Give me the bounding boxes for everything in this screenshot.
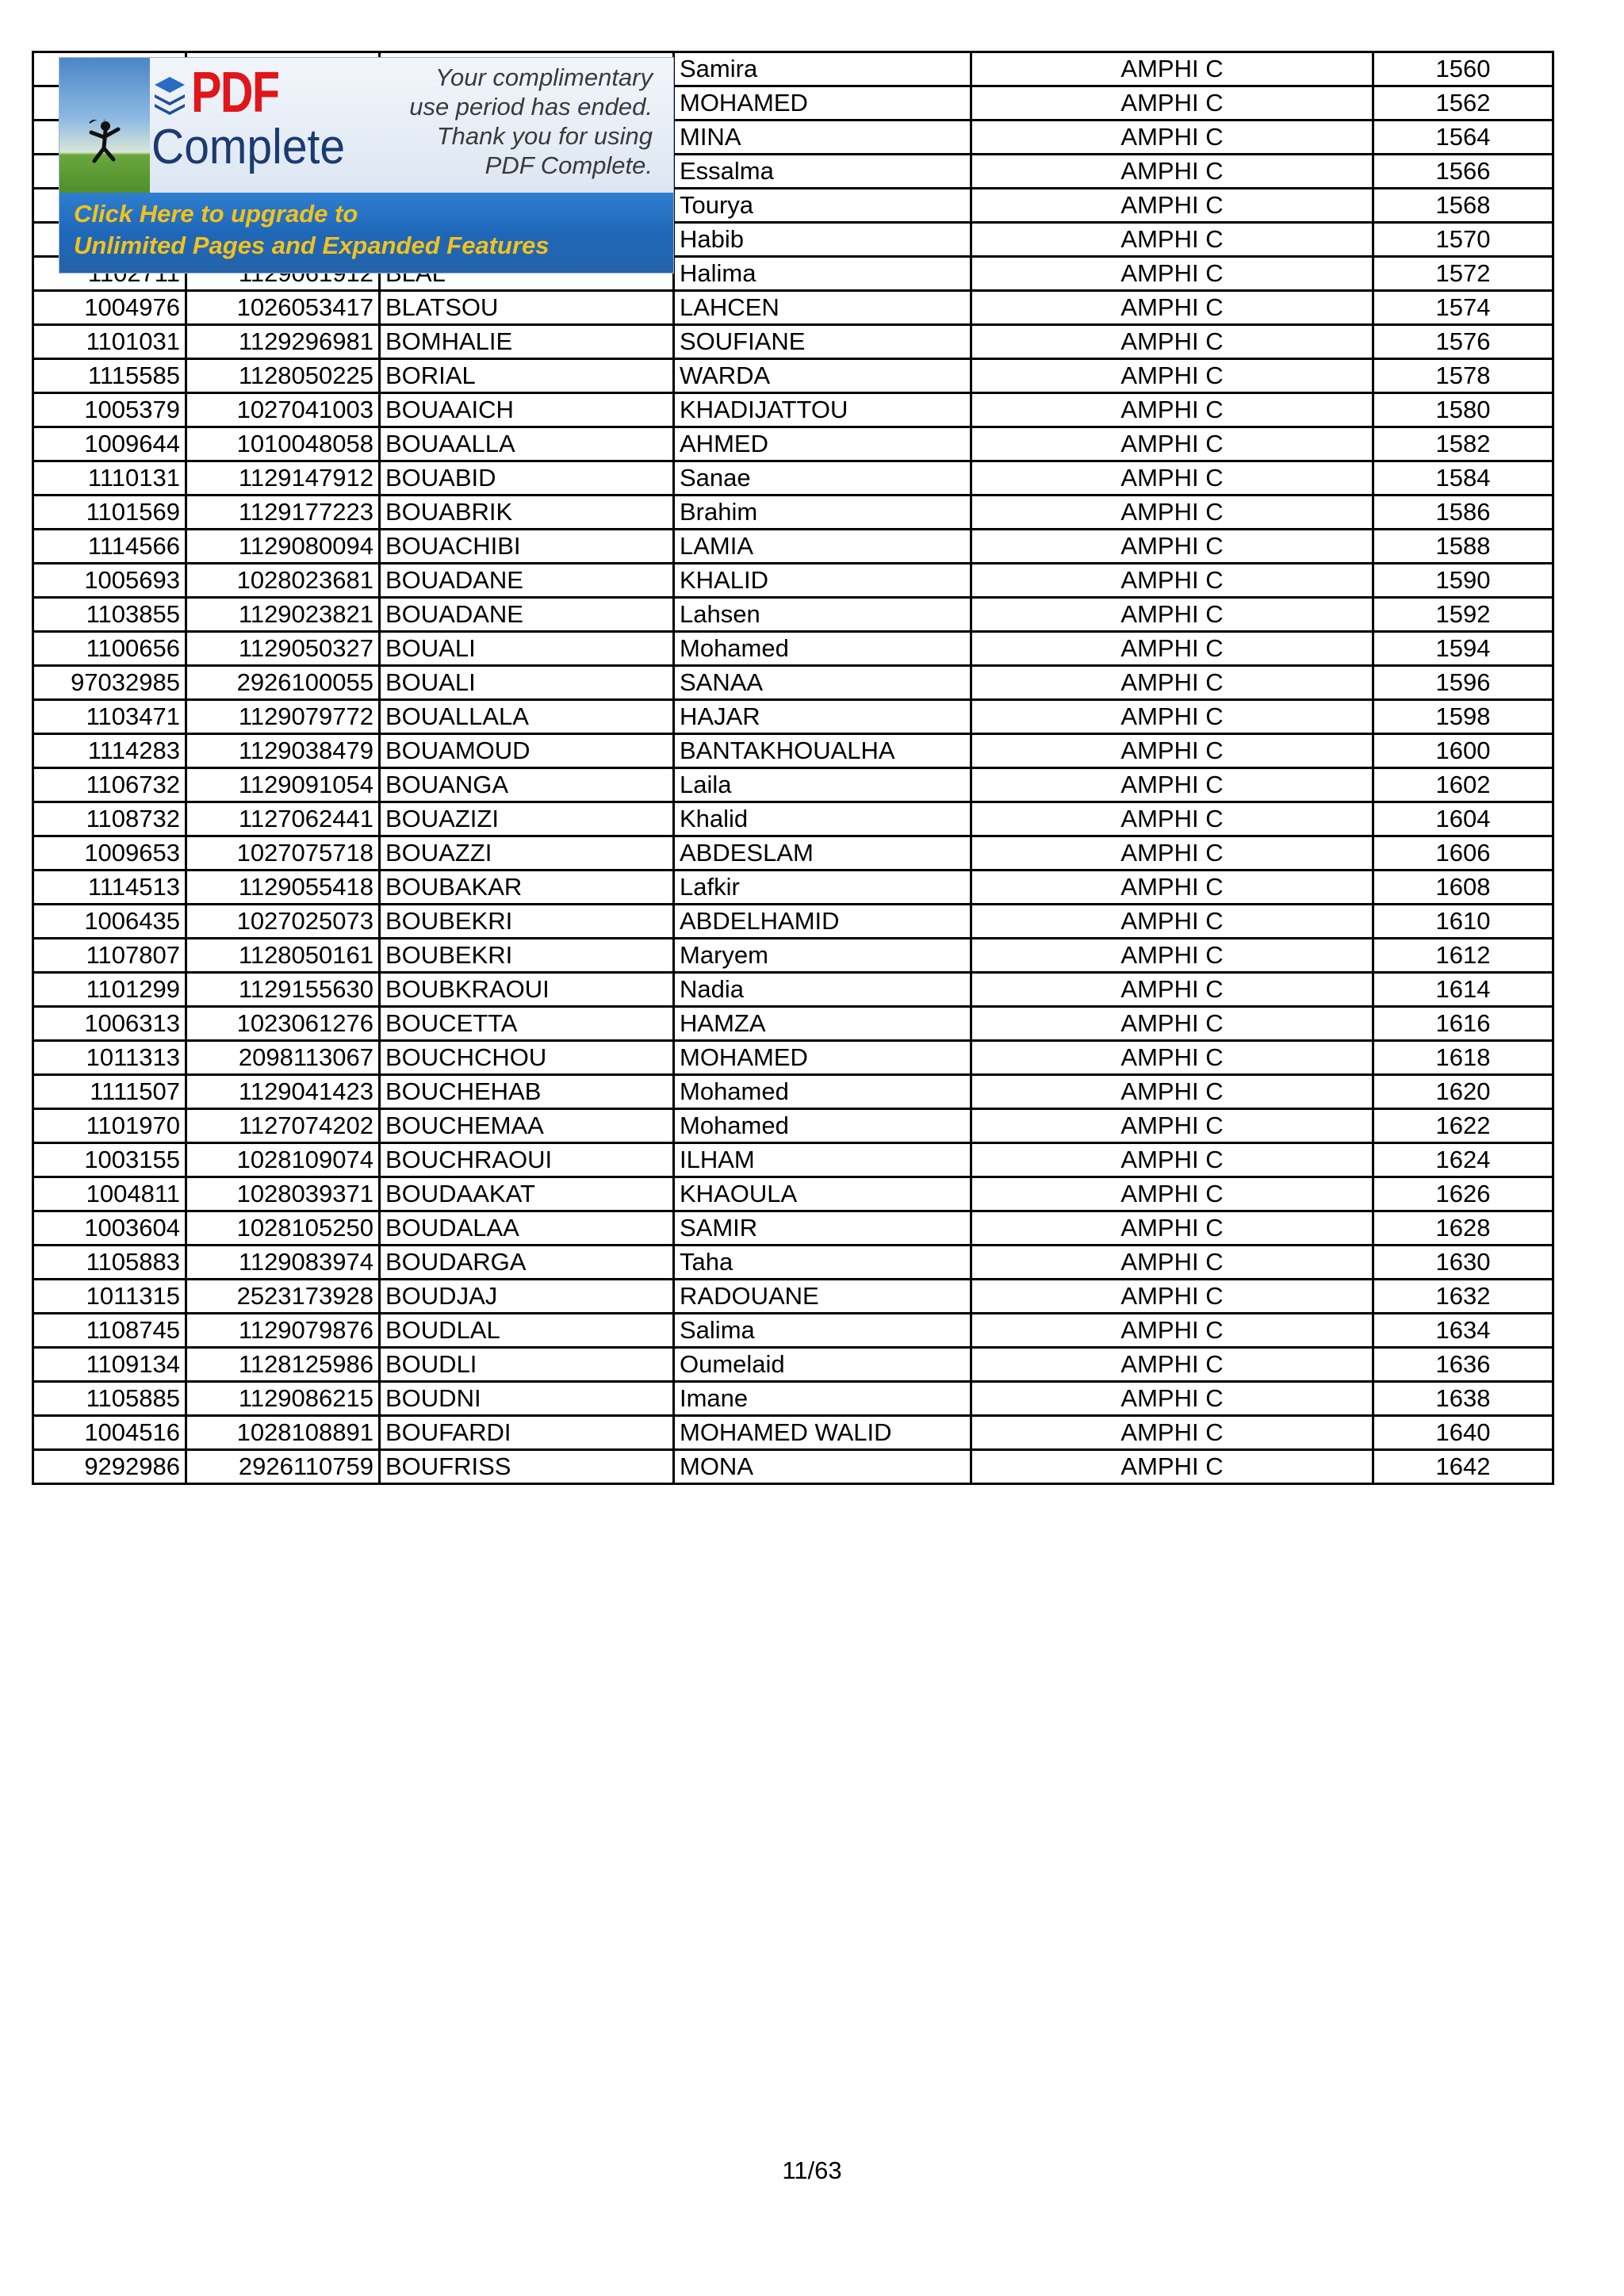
table-cell-lastname: BOUABRIK [380,496,674,530]
table-cell-firstname: LAMIA [674,530,971,564]
table-cell-firstname: HAJAR [674,700,971,734]
table-cell-firstname: MOHAMED [674,86,971,121]
table-cell-seat: 1616 [1373,1007,1553,1041]
table-cell-seat: 1622 [1373,1109,1553,1143]
table-row [33,393,1553,427]
table-cell-seat: 1634 [1373,1314,1553,1348]
table-cell-room: AMPHI C [971,393,1373,427]
table-cell-seat: 1574 [1373,291,1553,325]
table-cell-room: AMPHI C [971,632,1373,666]
table-cell-room: AMPHI C [971,189,1373,223]
table-cell-code: 1129041423 [186,1075,380,1109]
table-cell-firstname: SANAA [674,666,971,700]
table-cell-code: 1129038479 [186,734,380,768]
table-row [33,700,1553,734]
table-cell-lastname: BOUDARGA [380,1246,674,1280]
table-cell-seat: 1630 [1373,1246,1553,1280]
table-cell-lastname: BOUCHCHOU [380,1041,674,1075]
table-row [33,836,1553,871]
table-cell-lastname: BOUAZIZI [380,802,674,836]
table-cell-room: AMPHI C [971,1382,1373,1416]
table-cell-id: 1111507 [33,1075,186,1109]
table-cell-firstname: Mohamed [674,632,971,666]
table-cell-firstname: Taha [674,1246,971,1280]
table-cell-firstname: Salima [674,1314,971,1348]
table-cell-room: AMPHI C [971,836,1373,871]
table-cell-code: 1028039371 [186,1177,380,1211]
table-cell-seat: 1594 [1373,632,1553,666]
table-row [33,1143,1553,1177]
table-cell-id: 1006435 [33,905,186,939]
table-cell-seat: 1576 [1373,325,1553,359]
table-cell-firstname: Imane [674,1382,971,1416]
table-cell-room: AMPHI C [971,905,1373,939]
table-cell-firstname: MONA [674,1450,971,1484]
table-cell-room: AMPHI C [971,939,1373,973]
table-cell-seat: 1584 [1373,461,1553,496]
table-cell-id: 1100656 [33,632,186,666]
table-cell-lastname: BOUAMOUD [380,734,674,768]
table-cell-firstname: BANTAKHOUALHA [674,734,971,768]
table-cell-code: 1129055418 [186,871,380,905]
table-cell-room: AMPHI C [971,734,1373,768]
table-cell-seat: 1610 [1373,905,1553,939]
table-cell-room: AMPHI C [971,291,1373,325]
table-cell-firstname: Essalma [674,155,971,189]
table-cell-lastname: BOUALI [380,632,674,666]
banner-logo-pdf: PDF [191,61,279,124]
upgrade-link-line2[interactable]: Unlimited Pages and Expanded Features [74,232,550,259]
table-cell-id: 1006313 [33,1007,186,1041]
table-cell-room: AMPHI C [971,1348,1373,1382]
table-cell-firstname: SOUFIANE [674,325,971,359]
banner-message-line: use period has ended. [409,93,653,121]
table-cell-id: 1114566 [33,530,186,564]
table-cell-code: 1129080094 [186,530,380,564]
table-cell-firstname: KHALID [674,564,971,598]
table-cell-firstname: MOHAMED [674,1041,971,1075]
table-cell-id: 1101569 [33,496,186,530]
table-cell-seat: 1572 [1373,257,1553,291]
table-cell-code: 1027025073 [186,905,380,939]
table-cell-room: AMPHI C [971,1314,1373,1348]
table-cell-code: 2926110759 [186,1450,380,1484]
table-cell-seat: 1570 [1373,223,1553,257]
table-row [33,1348,1553,1382]
table-cell-code: 1010048058 [186,427,380,461]
table-cell-room: AMPHI C [971,1280,1373,1314]
table-cell-firstname: Tourya [674,189,971,223]
table-cell-code: 1028023681 [186,564,380,598]
table-cell-lastname: BOUCHRAOUI [380,1143,674,1177]
table-cell-id: 1101299 [33,973,186,1007]
table-cell-room: AMPHI C [971,1246,1373,1280]
table-cell-seat: 1582 [1373,427,1553,461]
table-cell-lastname: BOUDNI [380,1382,674,1416]
table-cell-code: 1129296981 [186,325,380,359]
table-cell-code: 1129086215 [186,1382,380,1416]
table-row [33,1280,1553,1314]
table-row [33,905,1553,939]
table-cell-seat: 1606 [1373,836,1553,871]
table-cell-firstname: LAHCEN [674,291,971,325]
table-cell-code: 1129147912 [186,461,380,496]
banner-photo-image [59,58,150,193]
table-cell-room: AMPHI C [971,564,1373,598]
table-cell-room: AMPHI C [971,802,1373,836]
table-cell-seat: 1560 [1373,52,1553,86]
table-cell-id: 1101031 [33,325,186,359]
table-cell-seat: 1568 [1373,189,1553,223]
table-row [33,939,1553,973]
table-cell-code: 1026053417 [186,291,380,325]
table-cell-code: 1027075718 [186,836,380,871]
table-cell-room: AMPHI C [971,1075,1373,1109]
table-cell-firstname: Mohamed [674,1109,971,1143]
table-cell-id: 1009653 [33,836,186,871]
table-cell-firstname: Lafkir [674,871,971,905]
table-cell-room: AMPHI C [971,598,1373,632]
table-cell-lastname: BLATSOU [380,291,674,325]
table-cell-firstname: MOHAMED WALID [674,1416,971,1450]
table-cell-seat: 1602 [1373,768,1553,802]
table-cell-code: 1129079772 [186,700,380,734]
table-cell-code: 1028109074 [186,1143,380,1177]
table-cell-id: 1103855 [33,598,186,632]
table-row [33,530,1553,564]
table-cell-id: 9292986 [33,1450,186,1484]
table-cell-seat: 1642 [1373,1450,1553,1484]
table-cell-firstname: ILHAM [674,1143,971,1177]
table-cell-id: 1005379 [33,393,186,427]
table-cell-seat: 1598 [1373,700,1553,734]
table-cell-room: AMPHI C [971,86,1373,121]
jumping-person-icon [82,120,126,175]
table-cell-id: 97032985 [33,666,186,700]
table-row [33,734,1553,768]
table-cell-lastname: BOUACHIBI [380,530,674,564]
table-cell-seat: 1614 [1373,973,1553,1007]
table-cell-id: 1101970 [33,1109,186,1143]
table-cell-lastname: BOUDLAL [380,1314,674,1348]
table-row [33,666,1553,700]
table-cell-lastname: BOUALI [380,666,674,700]
table-row [33,1450,1553,1484]
table-cell-firstname: Mohamed [674,1075,971,1109]
table-cell-id: 1003604 [33,1211,186,1246]
table-row [33,973,1553,1007]
table-row [33,461,1553,496]
banner-message-line: Your complimentary [435,63,653,91]
table-row [33,802,1553,836]
table-cell-firstname: KHADIJATTOU [674,393,971,427]
table-cell-room: AMPHI C [971,700,1373,734]
table-cell-room: AMPHI C [971,768,1373,802]
table-row [33,1075,1553,1109]
table-cell-seat: 1590 [1373,564,1553,598]
table-cell-room: AMPHI C [971,359,1373,393]
table-cell-lastname: BOUCHEMAA [380,1109,674,1143]
upgrade-link[interactable] [59,193,673,274]
table-cell-firstname: Lahsen [674,598,971,632]
table-cell-room: AMPHI C [971,871,1373,905]
table-cell-firstname: Laila [674,768,971,802]
table-cell-code: 1129050327 [186,632,380,666]
table-cell-seat: 1632 [1373,1280,1553,1314]
table-cell-lastname: BOMHALIE [380,325,674,359]
table-row [33,632,1553,666]
table-cell-id: 1108745 [33,1314,186,1348]
table-cell-code: 2926100055 [186,666,380,700]
table-cell-id: 1005693 [33,564,186,598]
table-cell-room: AMPHI C [971,223,1373,257]
table-cell-code: 1129079876 [186,1314,380,1348]
table-cell-room: AMPHI C [971,530,1373,564]
table-cell-firstname: Maryem [674,939,971,973]
table-cell-seat: 1612 [1373,939,1553,973]
table-cell-lastname: BOUANGA [380,768,674,802]
table-cell-seat: 1638 [1373,1382,1553,1416]
table-cell-code: 1128050161 [186,939,380,973]
pdf-complete-banner[interactable] [59,57,674,274]
banner-message-line: PDF Complete. [485,151,653,179]
table-cell-room: AMPHI C [971,1177,1373,1211]
table-row [33,1314,1553,1348]
table-row [33,1109,1553,1143]
banner-logo-complete: Complete [151,120,346,174]
table-cell-firstname: SAMIR [674,1211,971,1246]
table-cell-id: 1108732 [33,802,186,836]
table-cell-seat: 1562 [1373,86,1553,121]
table-cell-firstname: RADOUANE [674,1280,971,1314]
table-cell-room: AMPHI C [971,461,1373,496]
table-cell-firstname: AHMED [674,427,971,461]
table-cell-lastname: BOUALLALA [380,700,674,734]
table-cell-lastname: BOUBAKAR [380,871,674,905]
table-cell-lastname: BOUADANE [380,598,674,632]
table-cell-code: 1127074202 [186,1109,380,1143]
table-cell-seat: 1586 [1373,496,1553,530]
table-cell-lastname: BOUABID [380,461,674,496]
table-cell-firstname: Samira [674,52,971,86]
table-cell-firstname: Sanae [674,461,971,496]
table-cell-lastname: BOUFRISS [380,1450,674,1484]
table-cell-lastname: BOUDLI [380,1348,674,1382]
table-cell-lastname: BOUCHEHAB [380,1075,674,1109]
table-cell-firstname: Habib [674,223,971,257]
table-cell-id: 1009644 [33,427,186,461]
table-cell-code: 1129083974 [186,1246,380,1280]
table-cell-seat: 1588 [1373,530,1553,564]
table-cell-code: 1129091054 [186,768,380,802]
table-row [33,1177,1553,1211]
table-cell-firstname: ABDESLAM [674,836,971,871]
table-cell-seat: 1566 [1373,155,1553,189]
table-cell-lastname: BOUDALAA [380,1211,674,1246]
table-row [33,496,1553,530]
table-cell-code: 2523173928 [186,1280,380,1314]
table-cell-code: 1128125986 [186,1348,380,1382]
table-row [33,427,1553,461]
table-cell-code: 1028108891 [186,1416,380,1450]
table-row [33,1416,1553,1450]
table-cell-room: AMPHI C [971,1416,1373,1450]
table-cell-seat: 1578 [1373,359,1553,393]
table-cell-seat: 1608 [1373,871,1553,905]
table-row [33,871,1553,905]
table-cell-firstname: Oumelaid [674,1348,971,1382]
table-cell-id: 1004516 [33,1416,186,1450]
table-row [33,1211,1553,1246]
table-cell-room: AMPHI C [971,1143,1373,1177]
table-cell-seat: 1620 [1373,1075,1553,1109]
table-cell-room: AMPHI C [971,121,1373,155]
table-cell-lastname: BOUDAAKAT [380,1177,674,1211]
table-cell-id: 1115585 [33,359,186,393]
table-cell-id: 1105885 [33,1382,186,1416]
banner-message [367,63,653,180]
table-cell-id: 1003155 [33,1143,186,1177]
table-cell-lastname: BOUDJAJ [380,1280,674,1314]
table-cell-firstname: HAMZA [674,1007,971,1041]
table-cell-seat: 1624 [1373,1143,1553,1177]
table-cell-room: AMPHI C [971,496,1373,530]
table-cell-code: 1129023821 [186,598,380,632]
table-cell-room: AMPHI C [971,155,1373,189]
table-cell-id: 1109134 [33,1348,186,1382]
table-cell-firstname: Halima [674,257,971,291]
table-cell-id: 1103471 [33,700,186,734]
table-cell-id: 1110131 [33,461,186,496]
table-cell-room: AMPHI C [971,666,1373,700]
table-cell-code: 1023061276 [186,1007,380,1041]
table-cell-lastname: BOUBKRAOUI [380,973,674,1007]
banner-message-line: Thank you for using [436,122,653,150]
table-cell-seat: 1636 [1373,1348,1553,1382]
table-cell-seat: 1626 [1373,1177,1553,1211]
table-cell-room: AMPHI C [971,973,1373,1007]
table-cell-firstname: Brahim [674,496,971,530]
table-cell-lastname: BOUBEKRI [380,939,674,973]
table-row [33,359,1553,393]
table-cell-code: 1128050225 [186,359,380,393]
table-cell-firstname: MINA [674,121,971,155]
table-cell-seat: 1628 [1373,1211,1553,1246]
table-cell-seat: 1564 [1373,121,1553,155]
table-cell-firstname: KHAOULA [674,1177,971,1211]
table-row [33,1246,1553,1280]
table-cell-id: 1004976 [33,291,186,325]
table-cell-firstname: Nadia [674,973,971,1007]
table-cell-code: 2098113067 [186,1041,380,1075]
table-cell-seat: 1600 [1373,734,1553,768]
table-cell-lastname: BOUFARDI [380,1416,674,1450]
table-cell-code: 1027041003 [186,393,380,427]
table-cell-id: 1114283 [33,734,186,768]
table-cell-firstname: WARDA [674,359,971,393]
table-cell-lastname: BORIAL [380,359,674,393]
table-cell-lastname: BOUAZZI [380,836,674,871]
table-row [33,1041,1553,1075]
pdf-stack-logo-icon [151,74,188,121]
table-cell-id: 1105883 [33,1246,186,1280]
table-cell-id: 1004811 [33,1177,186,1211]
table-row [33,564,1553,598]
table-cell-id: 1107807 [33,939,186,973]
table-cell-seat: 1596 [1373,666,1553,700]
upgrade-link-line1[interactable]: Click Here to upgrade to [74,200,358,228]
table-row [33,598,1553,632]
table-cell-room: AMPHI C [971,325,1373,359]
table-cell-room: AMPHI C [971,52,1373,86]
table-cell-id: 1011315 [33,1280,186,1314]
table-cell-code: 1129155630 [186,973,380,1007]
table-cell-room: AMPHI C [971,1109,1373,1143]
table-cell-seat: 1618 [1373,1041,1553,1075]
table-cell-code: 1028105250 [186,1211,380,1246]
table-cell-seat: 1604 [1373,802,1553,836]
table-cell-lastname: BOUBEKRI [380,905,674,939]
table-cell-firstname: Khalid [674,802,971,836]
table-row [33,291,1553,325]
table-row [33,768,1553,802]
table-cell-id: 1106732 [33,768,186,802]
table-cell-lastname: BOUCETTA [380,1007,674,1041]
table-cell-lastname: BOUAALLA [380,427,674,461]
table-cell-code: 1129177223 [186,496,380,530]
table-cell-room: AMPHI C [971,1007,1373,1041]
table-cell-id: 1011313 [33,1041,186,1075]
table-cell-seat: 1580 [1373,393,1553,427]
table-cell-seat: 1640 [1373,1416,1553,1450]
table-cell-room: AMPHI C [971,1041,1373,1075]
table-row [33,1007,1553,1041]
page-number: 11/63 [782,2156,842,2184]
table-cell-firstname: ABDELHAMID [674,905,971,939]
table-row [33,1382,1553,1416]
table-cell-seat: 1592 [1373,598,1553,632]
table-cell-room: AMPHI C [971,1450,1373,1484]
table-cell-room: AMPHI C [971,1211,1373,1246]
table-cell-room: AMPHI C [971,257,1373,291]
table-row [33,325,1553,359]
table-cell-id: 1114513 [33,871,186,905]
table-cell-lastname: BOUAAICH [380,393,674,427]
table-cell-room: AMPHI C [971,427,1373,461]
table-cell-code: 1127062441 [186,802,380,836]
table-cell-lastname: BOUADANE [380,564,674,598]
